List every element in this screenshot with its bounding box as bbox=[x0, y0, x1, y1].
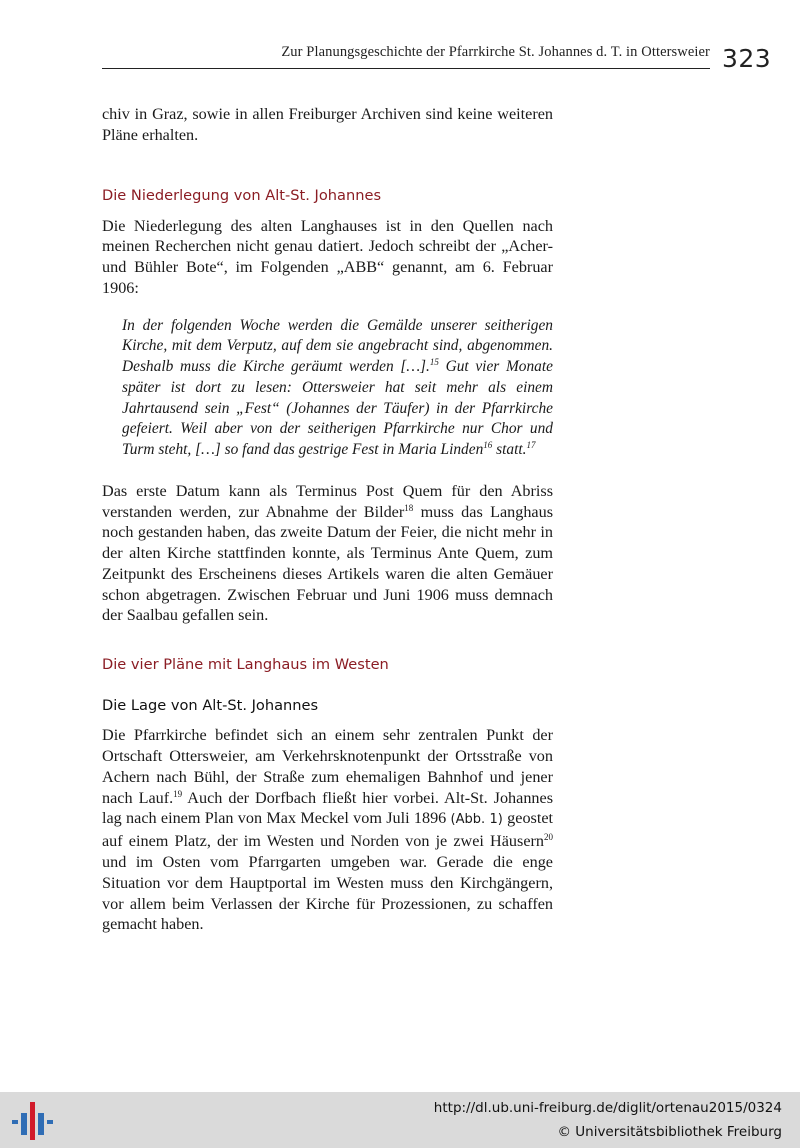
quote-abb bbox=[122, 316, 553, 461]
paragraph-lage: Die Pfarrkirche befindet sich an einem sehr zentralen Punkt der Ortschaft Ottersweier, am Verkehrsknotenpunkt der Ortsstraße von Achern nach Bühl, der Straße zum ehemaligen Bahnhof und jener nach Lauf.$^{19}$ Auch der Dorfbach fließt hier vorbei. Alt-St. Johannes lag nach einem Plan von Max Meckel vom Juli 1896 (Abb. 1) geostet auf einem Platz, der im Westen und Norden von je zwei Häusern$^{20}$ und im Osten vom Pfarrgarten umgeben war. Gerade die enge Situation vor dem Hauptportal im Westen muss den Kirchgängern, vor allem beim Verlassen der Kirche für Prozessionen, zu schaffen gemacht haben. bbox=[102, 726, 554, 934]
footnote-ref-15[interactable]: 15 bbox=[429, 357, 439, 368]
header-rule bbox=[102, 68, 710, 69]
footnote-ref-19[interactable]: 19 bbox=[173, 788, 183, 799]
footer-copyright: © Universitätsbibliothek Freiburg bbox=[557, 1124, 782, 1140]
subheading-lage: Die Lage von Alt-St. Johannes bbox=[102, 697, 319, 715]
footnote-ref-20[interactable]: 20 bbox=[544, 832, 553, 843]
paragraph-niederlegung: Die Niederlegung des alten Langhauses ist in den Quellen nach meinen Recherchen nicht genau datiert. Jedoch schreibt der „Acher- und Bühler Bote“, im Folgenden „ABB“ genannt, am 6. Februar 1906: bbox=[102, 216, 553, 297]
running-head-title: Zur Planungsgeschichte der Pfarrkirche St. Johannes d. T. in Ottersweier bbox=[281, 44, 710, 60]
quote-part-a: In der folgenden Woche werden die Gemälde unserer seitherigen Kirche, mit dem Verputz, auf dem sie angebracht sind, abgenommen. Deshalb muss die Kirche geräumt werden […]. bbox=[122, 316, 553, 376]
paragraph-archive-end: chiv in Graz, sowie in allen Freiburger Archiven sind keine weiteren Pläne erhalten. bbox=[102, 105, 553, 144]
heading-niederlegung: Die Niederlegung von Alt-St. Johannes bbox=[102, 186, 382, 204]
footer-url-link[interactable]: http://dl.ub.uni-freiburg.de/diglit/ortenau2015/0324 bbox=[433, 1100, 782, 1116]
footer-bar bbox=[0, 1092, 800, 1148]
heading-vier-plaene: Die vier Pläne mit Langhaus im Westen bbox=[102, 656, 389, 674]
quote-part-b: Gut vier Monate später ist dort zu lesen: Ottersweier hat seit mehr als einem Jahrtausend sein „Fest“ (Johannes der Täufer) in der Pfarrkirche gefeiert. Weil aber von der seitherigen Pfarrkirche nur Chor und Turm steht, […] so fand das gestrige Fest in Maria Linden bbox=[122, 358, 553, 458]
footnote-ref-16[interactable]: 16 bbox=[483, 440, 493, 450]
page-number: 323 bbox=[722, 44, 772, 73]
footnote-ref-17[interactable]: 17 bbox=[526, 440, 536, 450]
footnote-ref-18[interactable]: 18 bbox=[404, 502, 414, 513]
quote-part-c: statt. bbox=[492, 441, 527, 458]
page-content bbox=[102, 104, 553, 935]
ub-freiburg-logo-icon[interactable] bbox=[10, 1100, 54, 1147]
paragraph-terminus: Das erste Datum kann als Terminus Post Quem für den Abriss verstanden werden, zur Abnahme der Bilder$^{18}$ muss das Langhaus noch gestanden haben, das zweite Datum der Feier, die nicht mehr in der alten Kirche stattfinden konnte, als Terminus Ante Quem, zum Zeitpunkt des Erscheinens dieses Artikels waren die alten Gemäuer schon abgetragen. Zwischen Februar und Juni 1906 muss demnach der Saalbau gefallen sein. bbox=[102, 481, 554, 625]
figure-reference-abb-1[interactable]: (Abb. 1) bbox=[450, 812, 503, 828]
